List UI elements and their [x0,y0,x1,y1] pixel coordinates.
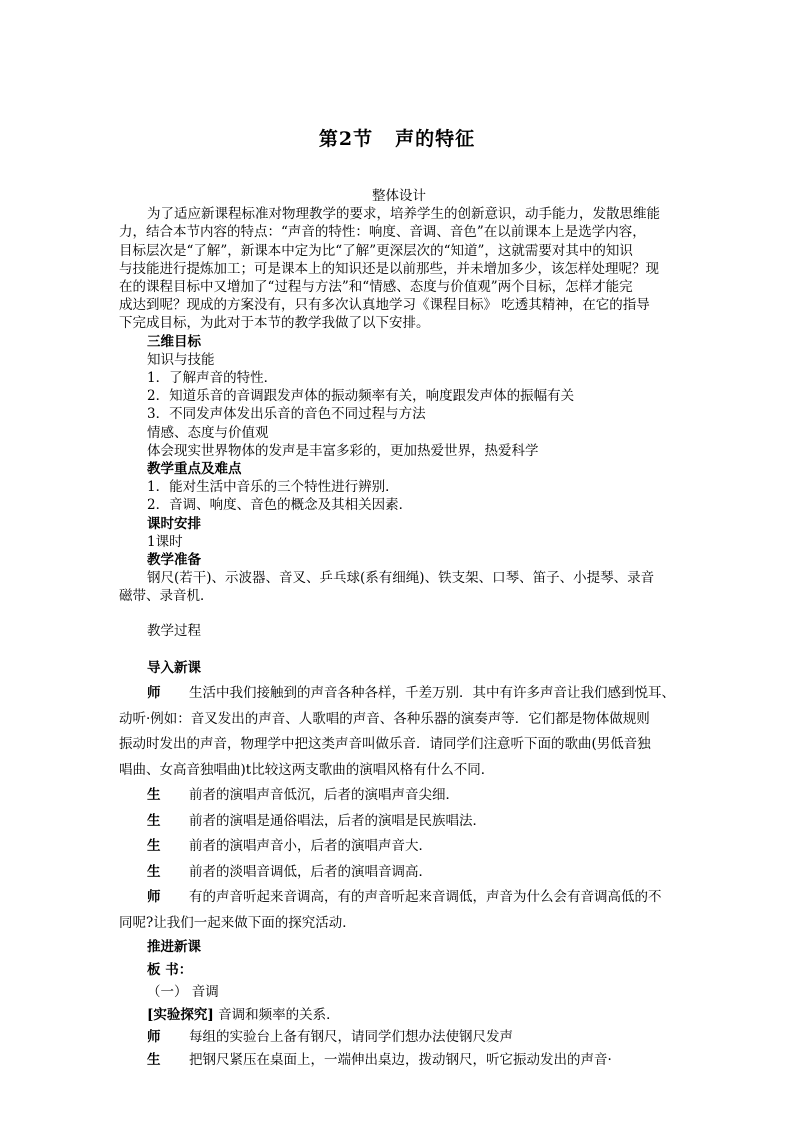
key-points-heading: 教学重点及难点 [147,461,242,478]
design-paragraph-line: 与技能进行提炼加工；可是课本上的知识还是以前那些，并未增加多少，该怎样处理呢？现 [119,260,659,277]
schedule [119,515,679,551]
student-text: 前者的演唱声音小，后者的演唱声音大． [189,838,432,855]
key-point-item: 2．音调、响度、音色的概念及其相关因素． [147,497,413,514]
knowledge-heading: 知识与技能 [147,351,215,368]
student-text: 把钢尺紧压在桌面上，一端伸出桌边，拨动钢尺，听它振动发出的声音· [189,1051,612,1068]
preparation-line: 钢尺(若干)、示波器、音叉、乒乓球(系有细绳)、铁支架、口琴、笛子、小提琴、录音 [147,570,655,587]
process-heading: 教学过程 [147,622,201,639]
teacher-line: 唱曲、女高音独唱曲)t比较这两支歌曲的演唱风格有什么不同． [119,761,495,778]
key-point-item: 1．能对生活中音乐的三个特性进行辨别． [147,479,399,496]
preparation-heading: 教学准备 [147,552,201,569]
document-body [119,187,679,1071]
design-heading: 整体设计 [372,188,426,204]
student-text: 前者的淡唱音调低，后者的演唱音调高． [189,863,432,880]
teacher-line [119,1026,679,1049]
teacher-text: 生活中我们接触到的声音各种各样，千差万别．其中有许多声音让我们感到悦耳、 [189,685,675,702]
design-paragraph-line: 为了适应新课程标准对物理教学的要求，培养学生的创新意识，动手能力，发散思维能 [147,206,660,223]
student-label: 生 [147,863,161,880]
student-line [119,783,679,809]
key-points [119,460,679,515]
preparation-line: 磁带、录音机． [119,588,214,605]
experiment-tag: [实验探究] [147,1006,214,1023]
schedule-heading: 课时安排 [147,515,201,532]
emotion-text: 体会现实世界物体的发声是丰富多彩的，更加热爱世界，热爱科学 [147,442,539,459]
teacher-text: 每组的实验台上备有钢尺，请同学们想办法使钢尺发声 [189,1029,513,1046]
board-heading: 板 书： [147,961,193,978]
section-number: 第2节 [318,128,374,150]
student-label: 生 [147,1051,161,1068]
teacher-line: 动听·例如：音叉发出的声音、人歌唱的声音、各种乐器的演奏声等．它们都是物体做规则 [119,710,650,727]
goal-item: 2．知道乐音的音调跟发声体的振动频率有关，响度跟发声体的振幅有关 [147,388,575,405]
teacher-label: 师 [147,1029,161,1046]
intro-heading: 导入新课 [147,659,201,676]
student-line [119,809,679,835]
student-text: 前者的演唱声音低沉，后者的演唱声音尖细． [189,787,459,804]
teacher-line: 同呢?让我们一起来做下面的探究活动． [119,914,356,931]
overall-design [119,187,679,333]
page-title [0,124,794,151]
schedule-text: 1课时 [147,533,183,550]
design-paragraph-line: 在的课程目标中又增加了“过程与方法”和“情感、态度与价值观”两个目标，怎样才能完 [119,279,633,296]
design-paragraph-line: 成达到呢？现成的方案没有，只有多次认真地学习《课程目标》 吃透其精神，在它的指导 [119,297,650,314]
new-lesson-heading: 推进新课 [147,939,201,956]
student-label: 生 [147,787,161,804]
section-name: 声的特征 [395,128,476,150]
preparation [119,551,679,606]
teacher-line [119,885,679,911]
teacher-text: 有的声音听起来音调高，有的声音听起来音调低，声音为什么会有音调高低的不 [189,889,662,906]
three-dimensional-goals [119,333,679,460]
student-line [119,1049,679,1072]
experiment-line [119,1004,679,1027]
goals-heading: 三维目标 [147,333,201,350]
student-text: 前者的演唱是通俗唱法，后者的演唱是民族唱法． [189,812,486,829]
emotion-heading: 情感、态度与价值观 [147,424,269,441]
intro-section [119,656,679,937]
experiment-text: 音调和频率的关系． [218,1006,340,1023]
teacher-label: 师 [147,685,161,702]
student-label: 生 [147,838,161,855]
design-paragraph-line: 下完成目标，为此对于本节的教学我做了以下安排。 [119,315,430,332]
design-paragraph-line: 目标层次是“了解”，新课本中定为比“了解”更深层次的“知道”，这就需要对其中的知识 [119,242,633,259]
goal-item: 1．了解声音的特性． [147,370,278,387]
teacher-label: 师 [147,889,161,906]
teacher-line: 振动时发出的声音，物理学中把这类声音叫做乐音．请同学们注意听下面的歌曲(男低音独 [119,736,651,753]
student-line [119,860,679,886]
part-heading: （一） 音调 [147,984,219,1001]
student-label: 生 [147,812,161,829]
goal-item: 3．不同发声体发出乐音的音色不同过程与方法 [147,406,426,423]
design-paragraph-line: 力，结合本节内容的特点：“声音的特性：响度、音调、音色”在以前课本上是选学内容， [119,224,646,241]
student-line [119,834,679,860]
new-lesson-section [119,936,679,1071]
teacher-line [119,681,679,707]
